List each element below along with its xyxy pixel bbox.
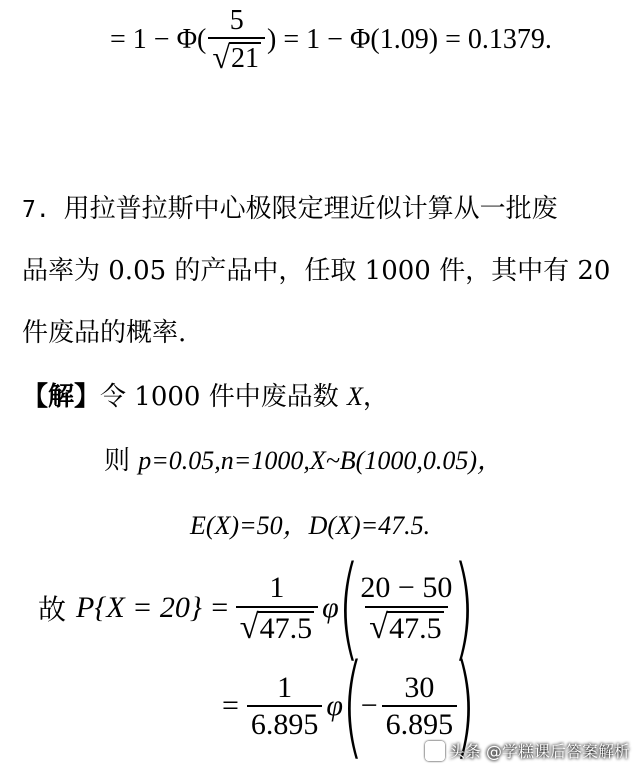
eq1-inner-num: 20 − 50 xyxy=(360,571,453,604)
sqrt-sign-icon: √ 21 xyxy=(212,39,260,76)
eq2-inner-den: 6.895 xyxy=(382,705,458,741)
problem-text-2: 品率为 0.05 的产品中，任取 1000 件，其中有 20 xyxy=(22,256,611,286)
eq1-lhs: P{X = 20} = xyxy=(76,591,230,624)
solution-expectation-variance: E(X)=50，D(X)=47.5. xyxy=(190,511,431,540)
eq1-prefactor-num: 1 xyxy=(269,571,285,604)
problem-line-1 xyxy=(22,188,558,225)
watermark xyxy=(425,739,630,762)
sqrt-sign-icon: √ xyxy=(239,607,259,646)
solution-intro xyxy=(22,376,389,413)
right-paren-icon: ) xyxy=(454,641,476,771)
left-paren-icon: ( xyxy=(341,641,364,771)
eq-top-fraction xyxy=(208,6,265,75)
sqrt-sign-icon: √ xyxy=(369,607,389,646)
eq1-prefactor-den: √ 47.5 xyxy=(236,606,318,645)
eq-top-prefix: = 1 − Φ( xyxy=(110,24,207,56)
solution-moments xyxy=(190,505,430,542)
solution-intro-var: X xyxy=(346,382,363,411)
solution-intro-text: 令 1000 件中废品数 xyxy=(100,382,347,412)
solution-intro-end: ， xyxy=(362,382,389,412)
eq2-prefactor-num: 1 xyxy=(277,670,293,704)
equation-local-limit xyxy=(38,543,476,673)
problem-text-1: 用拉普拉斯中心极限定理近似计算从一批废 xyxy=(63,194,558,224)
eq2-minus: − xyxy=(360,689,378,722)
eq-top-suffix: ) = 1 − Φ(1.09) = 0.1379. xyxy=(267,24,552,56)
eq1-prefactor xyxy=(236,572,318,644)
eq2-inner-num: 30 xyxy=(404,670,435,704)
eq-top-frac-den xyxy=(208,37,265,74)
eq1-phi: φ xyxy=(322,591,339,624)
solution-gu: 故 xyxy=(38,593,67,626)
eq2-prefactor-den: 6.895 xyxy=(247,705,323,741)
problem-line-2 xyxy=(22,250,610,287)
toutiao-logo-icon xyxy=(425,741,445,761)
watermark-text: 头条 @学糕课后答案解析 xyxy=(448,742,630,761)
eq-top-frac-num: 5 xyxy=(229,5,244,36)
solution-binomial-params: p=0.05,n=1000,X~B(1000,0.05)， xyxy=(138,446,504,475)
left-paren-icon: ( xyxy=(337,543,360,673)
right-paren-icon: ) xyxy=(453,543,476,673)
solution-distribution xyxy=(104,440,503,477)
problem-text-3: 件废品的概率. xyxy=(22,318,187,348)
eq2-equals: = xyxy=(222,689,239,722)
eq1-inner xyxy=(356,572,456,644)
problem-line-3 xyxy=(22,312,186,349)
eq2-inner xyxy=(382,672,458,741)
problem-number: 7. xyxy=(22,197,50,223)
eq1-inner-den: √ 47.5 xyxy=(365,606,447,645)
solution-ze: 则 xyxy=(104,446,139,476)
solution-label: 【解】 xyxy=(22,382,101,412)
equation-phi-result xyxy=(110,6,552,75)
eq2-prefactor xyxy=(247,672,323,741)
eq2-phi: φ xyxy=(326,689,344,722)
equation-numeric xyxy=(222,641,476,771)
